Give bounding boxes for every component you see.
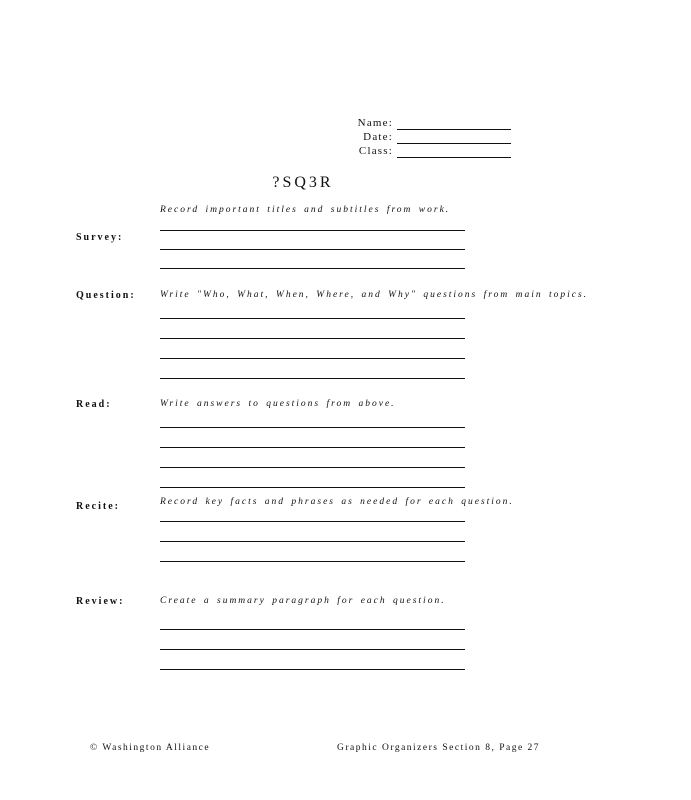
question-instruction: Write "Who, What, When, Where, and Why" questions from main topics. bbox=[160, 290, 589, 300]
recite-label: Recite: bbox=[76, 501, 120, 512]
survey-line-3[interactable] bbox=[160, 268, 465, 269]
recite-line-2[interactable] bbox=[160, 541, 465, 542]
name-label: Name: bbox=[357, 117, 393, 129]
read-line-3[interactable] bbox=[160, 467, 465, 468]
review-line-1[interactable] bbox=[160, 629, 465, 630]
question-line-2[interactable] bbox=[160, 338, 465, 339]
class-label: Class: bbox=[358, 145, 393, 157]
question-line-3[interactable] bbox=[160, 358, 465, 359]
read-label: Read: bbox=[76, 399, 112, 410]
question-line-4[interactable] bbox=[160, 378, 465, 379]
survey-line-2[interactable] bbox=[160, 249, 465, 250]
date-line[interactable] bbox=[397, 143, 511, 144]
footer-copyright: © Washington Alliance bbox=[90, 743, 211, 753]
question-label: Question: bbox=[76, 290, 136, 301]
date-label: Date: bbox=[363, 131, 393, 143]
review-label: Review: bbox=[76, 596, 125, 607]
class-line[interactable] bbox=[397, 157, 511, 158]
survey-label: Survey: bbox=[76, 232, 124, 243]
recite-instruction: Record key facts and phrases as needed for each question. bbox=[160, 497, 514, 507]
page-title: ?SQ3R bbox=[272, 174, 334, 191]
name-line[interactable] bbox=[397, 129, 511, 130]
review-line-2[interactable] bbox=[160, 649, 465, 650]
question-line-1[interactable] bbox=[160, 318, 465, 319]
read-line-2[interactable] bbox=[160, 447, 465, 448]
read-line-1[interactable] bbox=[160, 427, 465, 428]
survey-instruction: Record important titles and subtitles from work. bbox=[160, 205, 451, 215]
review-line-3[interactable] bbox=[160, 669, 465, 670]
footer-page-info: Graphic Organizers Section 8, Page 27 bbox=[337, 743, 541, 753]
review-instruction: Create a summary paragraph for each question. bbox=[160, 596, 446, 606]
read-line-4[interactable] bbox=[160, 487, 465, 488]
recite-line-3[interactable] bbox=[160, 561, 465, 562]
recite-line-1[interactable] bbox=[160, 521, 465, 522]
read-instruction: Write answers to questions from above. bbox=[160, 399, 396, 409]
survey-line-1[interactable] bbox=[160, 230, 465, 231]
